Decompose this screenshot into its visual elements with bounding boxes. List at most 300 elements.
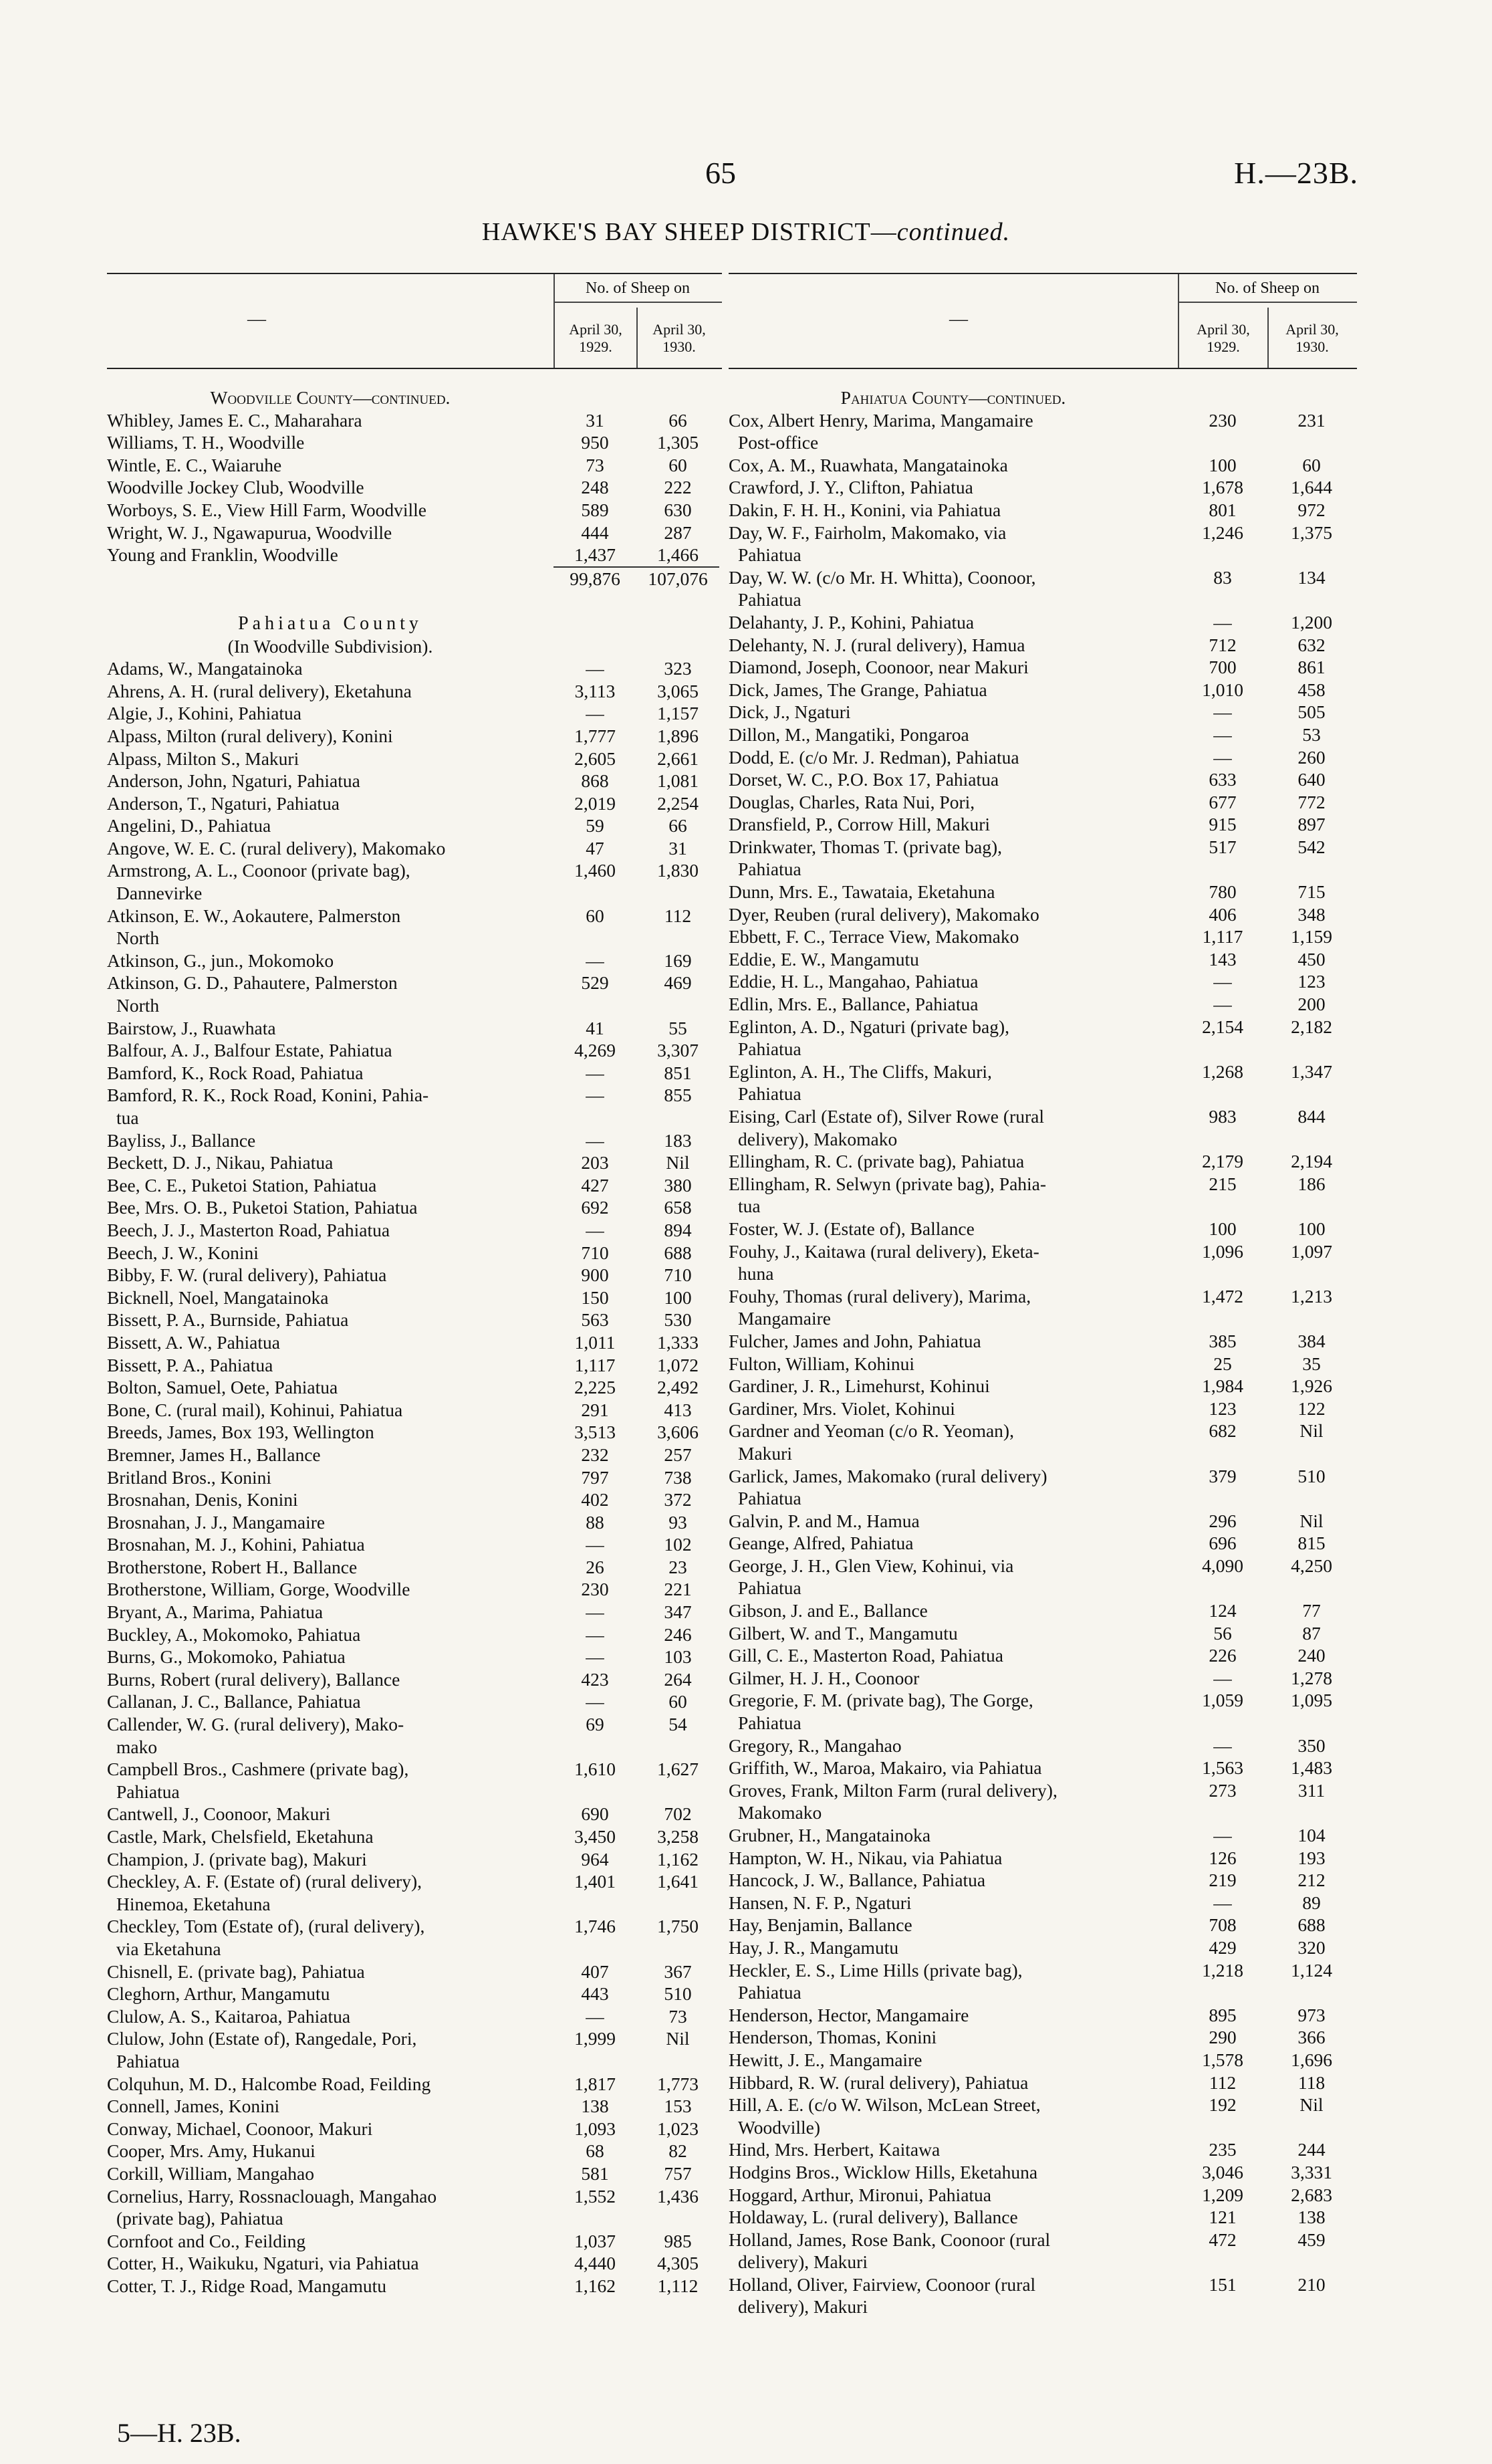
- left-column: [107, 273, 722, 2297]
- table-row: [107, 1646, 722, 1668]
- right-header-year1: April 30, 1929.: [1197, 321, 1250, 355]
- table-row: [107, 1466, 722, 1489]
- entry-name: Bibby, F. W. (rural delivery), Pahiatua: [107, 1264, 387, 1286]
- sheep-1930: 459: [1297, 2229, 1326, 2250]
- sheep-1929: 700: [1209, 657, 1237, 678]
- sheep-1930: 710: [664, 1264, 692, 1286]
- sheep-1929: —: [1213, 701, 1232, 723]
- sheep-1929: 4,090: [1202, 1555, 1243, 1576]
- sheep-1929: 83: [1213, 566, 1232, 588]
- table-row: [729, 2094, 1357, 2116]
- table-row: [729, 1397, 1357, 1420]
- sheep-1929: —: [586, 949, 604, 971]
- sheep-1930: 118: [1297, 2071, 1326, 2093]
- sheep-1929: 1,011: [574, 1331, 616, 1353]
- entry-name: Dodd, E. (c/o Mr. J. Redman), Pahiatua: [729, 746, 1019, 768]
- entry-name: Ebbett, F. C., Terrace View, Makomako: [729, 926, 1019, 947]
- table-row: [107, 1870, 722, 1893]
- sheep-1930: 1,830: [657, 860, 699, 881]
- sheep-1930: 2,194: [1291, 1151, 1332, 1172]
- sheep-1930: 183: [664, 1129, 692, 1151]
- entry-name: Crawford, J. Y., Clifton, Pahiatua: [729, 477, 973, 498]
- sheep-1930: 93: [668, 1511, 687, 1533]
- table-row: [729, 611, 1357, 634]
- entry-name: Dakin, F. H. H., Konini, via Pahiatua: [729, 499, 1001, 520]
- entry-name: Day, W. F., Fairholm, Makomako, via: [729, 522, 1007, 543]
- sheep-1929: —: [586, 1691, 604, 1712]
- table-row: [729, 1599, 1357, 1622]
- sheep-1930: 505: [1297, 701, 1326, 723]
- sheep-1929: 3,113: [574, 680, 616, 701]
- table-row: [729, 1442, 1357, 1465]
- table-row: [107, 566, 722, 590]
- sheep-1930: 134: [1297, 566, 1326, 588]
- entry-name: Anderson, T., Ngaturi, Pahiatua: [107, 792, 340, 814]
- sheep-1929: 290: [1209, 2027, 1237, 2048]
- entry-name-continued: via Eketahuna: [116, 1938, 221, 1959]
- entry-name: Hibbard, R. W. (rural delivery), Pahiatua: [729, 2071, 1029, 2093]
- entry-name: Clulow, John (Estate of), Rangedale, Pori,: [107, 2028, 417, 2049]
- table-row: [107, 1039, 722, 1062]
- table-row: [107, 2275, 722, 2298]
- sheep-1929: 4,440: [574, 2253, 616, 2274]
- table-row: [729, 2251, 1357, 2273]
- sheep-1930: 1,124: [1291, 1959, 1332, 1981]
- sheep-1930: 210: [1297, 2273, 1326, 2295]
- entry-name: Anderson, John, Ngaturi, Pahiatua: [107, 770, 360, 792]
- table-row: [107, 1556, 722, 1579]
- entry-name: Bicknell, Noel, Mangatainoka: [107, 1286, 329, 1308]
- entry-name: Breeds, James, Box 193, Wellington: [107, 1422, 374, 1443]
- sheep-1930: 311: [1297, 1779, 1326, 1801]
- sheep-1929: 444: [581, 522, 609, 543]
- entry-name: Hay, Benjamin, Ballance: [729, 1914, 912, 1936]
- table-row: [729, 1622, 1357, 1645]
- sheep-1930: 264: [664, 1668, 692, 1690]
- sheep-1930: 193: [1297, 1847, 1326, 1868]
- sheep-1930: 2,683: [1291, 2184, 1332, 2205]
- sheep-1930: 221: [664, 1579, 692, 1600]
- entry-name: Burns, G., Mokomoko, Pahiatua: [107, 1646, 346, 1668]
- sheep-1930: 380: [664, 1174, 692, 1196]
- sheep-1930: 1,627: [657, 1759, 699, 1780]
- entry-name-continued: Pahiatua: [738, 1712, 801, 1734]
- sheep-1929: —: [1213, 1734, 1232, 1756]
- table-row: [107, 499, 722, 522]
- table-row: [107, 949, 722, 972]
- total-1929: 99,876: [553, 566, 636, 590]
- left-column-header: [107, 274, 722, 369]
- table-row: [107, 972, 722, 994]
- entry-name: Dillon, M., Mangatiki, Pongaroa: [729, 723, 969, 745]
- sheep-1929: —: [1213, 971, 1232, 992]
- sheep-1930: 2,661: [657, 748, 699, 769]
- entry-name-continued: huna: [738, 1263, 774, 1284]
- sheep-1929: 100: [1209, 1218, 1237, 1239]
- sheep-1930: 772: [1297, 791, 1326, 812]
- right-header-subdivider: [1267, 308, 1269, 368]
- table-row: [729, 454, 1357, 477]
- entry-name: Bissett, P. A., Pahiatua: [107, 1354, 273, 1375]
- sheep-1930: 1,644: [1291, 477, 1332, 498]
- sheep-1930: Nil: [666, 1152, 690, 1173]
- table-row: [729, 1555, 1357, 1577]
- sheep-1929: —: [586, 1534, 604, 1555]
- sheep-1929: 138: [581, 2096, 609, 2117]
- sheep-1930: 1,213: [1291, 1285, 1332, 1307]
- sheep-1929: 2,154: [1202, 1016, 1243, 1037]
- sheep-1930: 3,307: [657, 1040, 699, 1061]
- sheep-1929: —: [586, 1085, 604, 1106]
- table-row: [729, 948, 1357, 971]
- title-continued: continued.: [896, 218, 1011, 246]
- sheep-1929: 801: [1209, 499, 1237, 520]
- sheep-1930: 100: [1297, 1218, 1326, 1239]
- section-heading: Woodville County—continued.: [210, 387, 451, 408]
- sheep-1929: 69: [586, 1714, 604, 1735]
- right-header-dash: —: [949, 309, 968, 330]
- entry-name: Bryant, A., Marima, Pahiatua: [107, 1601, 324, 1623]
- table-row: [729, 701, 1357, 723]
- sheep-1930: 55: [668, 1017, 687, 1038]
- table-row: [729, 746, 1357, 769]
- sheep-1930: 985: [664, 2230, 692, 2251]
- sheep-1930: 1,081: [657, 770, 699, 792]
- entry-name: Gardner and Yeoman (c/o R. Yeoman),: [729, 1420, 1014, 1442]
- sheep-1929: 31: [586, 409, 604, 431]
- table-row: [107, 837, 722, 860]
- sheep-1929: 1,268: [1202, 1060, 1243, 1082]
- sheep-1929: 443: [581, 1983, 609, 2005]
- entry-name: Ellingham, R. C. (private bag), Pahiatua: [729, 1151, 1025, 1172]
- sheep-1930: 1,436: [657, 2185, 699, 2207]
- table-row: [107, 431, 722, 454]
- sheep-1930: 894: [664, 1219, 692, 1240]
- sheep-1930: 1,162: [657, 1848, 699, 1870]
- sheep-1929: 100: [1209, 454, 1237, 475]
- entry-name: Day, W. W. (c/o Mr. H. Whitta), Coonoor,: [729, 566, 1036, 588]
- table-row: [107, 1511, 722, 1534]
- sheep-1930: 757: [664, 2162, 692, 2184]
- sheep-1929: 296: [1209, 1510, 1237, 1531]
- table-row: [729, 1892, 1357, 1914]
- sheep-1930: 450: [1297, 948, 1326, 970]
- sheep-1929: 1,218: [1202, 1959, 1243, 1981]
- table-row: [107, 994, 722, 1017]
- table-row: [729, 1510, 1357, 1533]
- table-row: [107, 2252, 722, 2275]
- sheep-1930: Nil: [666, 2028, 690, 2049]
- title-main: HAWKE'S BAY SHEEP DISTRICT—: [481, 218, 897, 246]
- sheep-1930: 1,333: [657, 1331, 699, 1353]
- left-header-subdivider: [636, 308, 638, 368]
- entry-name: Fulcher, James and John, Pahiatua: [729, 1330, 981, 1351]
- sheep-1929: 126: [1209, 1847, 1237, 1868]
- table-row: [107, 454, 722, 477]
- left-rows: [107, 369, 722, 2297]
- sheep-1930: 60: [1302, 454, 1321, 475]
- table-row: [107, 1421, 722, 1444]
- entry-name: Callender, W. G. (rural delivery), Mako-: [107, 1714, 404, 1735]
- table-row: [107, 2230, 722, 2253]
- sheep-1930: 372: [664, 1489, 692, 1510]
- entry-name: Beckett, D. J., Nikau, Pahiatua: [107, 1152, 334, 1173]
- entry-name: Buckley, A., Mokomoko, Pahiatua: [107, 1623, 361, 1645]
- table-row: [729, 1330, 1357, 1353]
- table-row: [729, 1060, 1357, 1083]
- table-row: [107, 2073, 722, 2096]
- sheep-1930: 844: [1297, 1106, 1326, 1127]
- entry-name-continued: Pahiatua: [738, 1577, 801, 1599]
- entry-name: Worboys, S. E., View Hill Farm, Woodville: [107, 499, 426, 520]
- sheep-1929: 26: [586, 1556, 604, 1577]
- entry-name-continued: North: [116, 927, 160, 949]
- entry-name: Dick, James, The Grange, Pahiatua: [729, 679, 987, 700]
- table-row: [729, 476, 1357, 499]
- sheep-1929: 385: [1209, 1330, 1237, 1351]
- entry-name: Bone, C. (rural mail), Kohinui, Pahiatua: [107, 1399, 403, 1420]
- sheep-1930: 1,097: [1291, 1240, 1332, 1262]
- sheep-1929: 60: [586, 905, 604, 926]
- sheep-1930: 3,065: [657, 680, 699, 701]
- sheep-1929: —: [586, 1601, 604, 1623]
- sheep-1930: 973: [1297, 2004, 1326, 2025]
- sheep-1929: 1,678: [1202, 477, 1243, 498]
- entry-name: Bee, C. E., Puketoi Station, Pahiatua: [107, 1174, 377, 1196]
- document-reference: H.—23B.: [1234, 156, 1358, 190]
- sheep-1929: 291: [581, 1399, 609, 1420]
- table-row: [729, 1083, 1357, 1105]
- table-row: [729, 679, 1357, 701]
- page-footer: 5—H. 23B.: [117, 2418, 241, 2448]
- sheep-1930: 169: [664, 949, 692, 971]
- entry-name: Dick, J., Ngaturi: [729, 701, 851, 723]
- entry-name: Griffith, W., Maroa, Makairo, via Pahiatua: [729, 1757, 1042, 1779]
- sheep-1930: 640: [1297, 769, 1326, 790]
- sheep-1930: 82: [668, 2140, 687, 2162]
- sheep-1929: —: [586, 1219, 604, 1240]
- sheep-1929: 402: [581, 1489, 609, 1510]
- sheep-1929: 230: [1209, 409, 1237, 431]
- right-column: [729, 273, 1357, 2318]
- table-row: [107, 1623, 722, 1646]
- table-row: [729, 836, 1357, 859]
- sheep-1929: 950: [581, 432, 609, 453]
- table-row: [107, 702, 722, 725]
- sheep-1929: 1,472: [1202, 1285, 1243, 1307]
- sheep-1929: 517: [1209, 836, 1237, 857]
- total-1930: 107,076: [636, 566, 719, 590]
- entry-name: Bairstow, J., Ruawhata: [107, 1017, 276, 1038]
- sheep-1929: 1,246: [1202, 522, 1243, 543]
- sheep-1930: 1,375: [1291, 522, 1332, 543]
- sheep-1929: —: [1213, 1667, 1232, 1688]
- sheep-1930: 384: [1297, 1330, 1326, 1351]
- entry-name: Algie, J., Kohini, Pahiatua: [107, 703, 302, 724]
- sheep-1929: 2,605: [574, 748, 616, 769]
- sheep-1930: 31: [668, 837, 687, 859]
- sheep-1929: 1,037: [574, 2230, 616, 2251]
- sheep-1930: 60: [668, 454, 687, 475]
- entry-name: Brosnahan, Denis, Konini: [107, 1489, 298, 1510]
- sheep-1929: 3,513: [574, 1422, 616, 1443]
- table-row: [729, 1779, 1357, 1802]
- table-row: [107, 1107, 722, 1129]
- table-row: [729, 2184, 1357, 2207]
- entry-name: Wintle, E. C., Waiaruhe: [107, 454, 282, 475]
- table-row: [729, 813, 1357, 836]
- sheep-1930: 972: [1297, 499, 1326, 520]
- sheep-1929: —: [586, 703, 604, 724]
- sheep-1929: 226: [1209, 1645, 1237, 1666]
- sheep-1930: 1,696: [1291, 2049, 1332, 2070]
- sheep-1929: —: [586, 1623, 604, 1645]
- table-row: [729, 1689, 1357, 1712]
- entry-name: Atkinson, G. D., Pahautere, Palmerston: [107, 972, 398, 994]
- entry-name: Connell, James, Konini: [107, 2096, 280, 2117]
- entry-name-continued: (private bag), Pahiatua: [116, 2208, 283, 2229]
- entry-name: Eddie, H. L., Mangahao, Pahiatua: [729, 971, 979, 992]
- entry-name: Bremner, James H., Ballance: [107, 1444, 321, 1465]
- left-header-year1: April 30, 1929.: [569, 321, 622, 355]
- entry-name: Eglinton, A. H., The Cliffs, Makuri,: [729, 1060, 992, 1082]
- sheep-1929: 47: [586, 837, 604, 859]
- sheep-1929: 235: [1209, 2139, 1237, 2160]
- sheep-1929: 423: [581, 1668, 609, 1690]
- table-row: [729, 791, 1357, 814]
- entry-name-continued: tua: [738, 1196, 761, 1217]
- sheep-1929: —: [586, 2005, 604, 2027]
- sheep-1929: 712: [1209, 634, 1237, 655]
- sheep-1930: 851: [664, 1062, 692, 1083]
- sheep-1929: 1,096: [1202, 1240, 1243, 1262]
- table-row: [107, 1129, 722, 1152]
- table-row: [107, 1219, 722, 1242]
- entry-name: Armstrong, A. L., Coonoor (private bag),: [107, 860, 410, 881]
- entry-name: Groves, Frank, Milton Farm (rural delivery),: [729, 1779, 1058, 1801]
- sheep-1929: 88: [586, 1511, 604, 1533]
- entry-name: Holland, Oliver, Fairview, Coonoor (rural: [729, 2273, 1036, 2295]
- table-row: [729, 1285, 1357, 1308]
- sheep-1930: 1,641: [657, 1871, 699, 1892]
- table-row: [729, 2206, 1357, 2229]
- entry-name-continued: Pahiatua: [738, 589, 801, 610]
- entry-name-continued: Mangamaire: [738, 1308, 831, 1329]
- entry-name: Checkley, Tom (Estate of), (rural delivery),: [107, 1916, 425, 1937]
- sheep-1930: 897: [1297, 814, 1326, 835]
- sheep-1930: 1,157: [657, 703, 699, 724]
- sheep-1930: 23: [668, 1556, 687, 1577]
- entry-name: Cornelius, Harry, Rossnaclouagh, Mangahao: [107, 2185, 437, 2207]
- table-row: [729, 1353, 1357, 1375]
- sheep-1929: 780: [1209, 881, 1237, 903]
- entry-name: Beech, J. J., Masterton Road, Pahiatua: [107, 1219, 390, 1240]
- sheep-1930: 60: [668, 1691, 687, 1712]
- entry-name: Hewitt, J. E., Mangamaire: [729, 2049, 922, 2070]
- entry-name: Hoggard, Arthur, Mironui, Pahiatua: [729, 2184, 992, 2205]
- table-row: [107, 1488, 722, 1511]
- entry-name: Conway, Michael, Coonoor, Makuri: [107, 2118, 373, 2139]
- entry-name: Corkill, William, Mangahao: [107, 2162, 315, 2184]
- entry-name: Dransfield, P., Corrow Hill, Makuri: [729, 814, 991, 835]
- sheep-1930: 1,200: [1291, 611, 1332, 633]
- table-row: [729, 881, 1357, 903]
- sheep-1929: 151: [1209, 2273, 1237, 2295]
- sheep-1929: 203: [581, 1152, 609, 1173]
- sheep-1929: 1,746: [574, 1916, 616, 1937]
- entry-name: Cotter, T. J., Ridge Road, Mangamutu: [107, 2275, 386, 2296]
- sheep-1929: 2,019: [574, 792, 616, 814]
- table-row: [729, 1487, 1357, 1510]
- sheep-1930: 35: [1302, 1353, 1321, 1374]
- sheep-1930: 244: [1297, 2139, 1326, 2160]
- table-row: [107, 1601, 722, 1623]
- sheep-1930: 260: [1297, 746, 1326, 768]
- table-row: [729, 656, 1357, 679]
- table-row: [107, 814, 722, 837]
- sheep-1930: 366: [1297, 2027, 1326, 2048]
- sheep-1930: 257: [664, 1444, 692, 1465]
- sheep-1930: 348: [1297, 903, 1326, 925]
- table-row: [729, 1375, 1357, 1397]
- sheep-1930: 102: [664, 1534, 692, 1555]
- sheep-1929: 1,401: [574, 1871, 616, 1892]
- sheep-1930: 1,773: [657, 2073, 699, 2094]
- entry-name-continued: Makuri: [738, 1442, 792, 1464]
- table-row: [729, 1532, 1357, 1555]
- sheep-1929: 427: [581, 1174, 609, 1196]
- table-row: [729, 1420, 1357, 1442]
- sheep-1930: Nil: [1299, 1510, 1324, 1531]
- sheep-1929: 1,999: [574, 2028, 616, 2049]
- sheep-1929: 124: [1209, 1600, 1237, 1621]
- page-title: [0, 217, 1492, 247]
- table-row: [729, 993, 1357, 1016]
- section-heading: Pahiatua County—continued.: [840, 387, 1066, 408]
- sheep-1930: 658: [664, 1197, 692, 1218]
- entry-name: Henderson, Hector, Mangamaire: [729, 2004, 969, 2025]
- table-row: [107, 1242, 722, 1264]
- sheep-1929: 983: [1209, 1106, 1237, 1127]
- entry-name-continued: Post-office: [738, 432, 819, 453]
- table-row: [729, 925, 1357, 948]
- table-row: [107, 1668, 722, 1691]
- table-row: [729, 1240, 1357, 1263]
- entry-name: Callanan, J. C., Ballance, Pahiatua: [107, 1691, 361, 1712]
- entry-name: Angove, W. E. C. (rural delivery), Makomako: [107, 837, 446, 859]
- table-row: [107, 680, 722, 703]
- table-row: [729, 2116, 1357, 2139]
- sheep-1930: 350: [1297, 1734, 1326, 1756]
- entry-name-continued: Dannevirke: [116, 883, 203, 904]
- table-row: [107, 1713, 722, 1736]
- sheep-1929: 1,093: [574, 2118, 616, 2139]
- entry-name: Atkinson, G., jun., Mokomoko: [107, 949, 334, 971]
- table-row: [729, 1218, 1357, 1240]
- sheep-1930: 4,305: [657, 2253, 699, 2274]
- table-row: [107, 476, 722, 499]
- table-row: [107, 1848, 722, 1871]
- entry-name: Dorset, W. C., P.O. Box 17, Pahiatua: [729, 769, 999, 790]
- table-row: [729, 1959, 1357, 1982]
- sheep-1930: 688: [1297, 1914, 1326, 1936]
- entry-name: Drinkwater, Thomas T. (private bag),: [729, 836, 1002, 857]
- table-row: [107, 1915, 722, 1938]
- entry-name: Delehanty, N. J. (rural delivery), Hamua: [729, 634, 1025, 655]
- entry-name: Gregorie, F. M. (private bag), The Gorge,: [729, 1690, 1033, 1711]
- table-row: [107, 2140, 722, 2162]
- sheep-1929: 230: [581, 1579, 609, 1600]
